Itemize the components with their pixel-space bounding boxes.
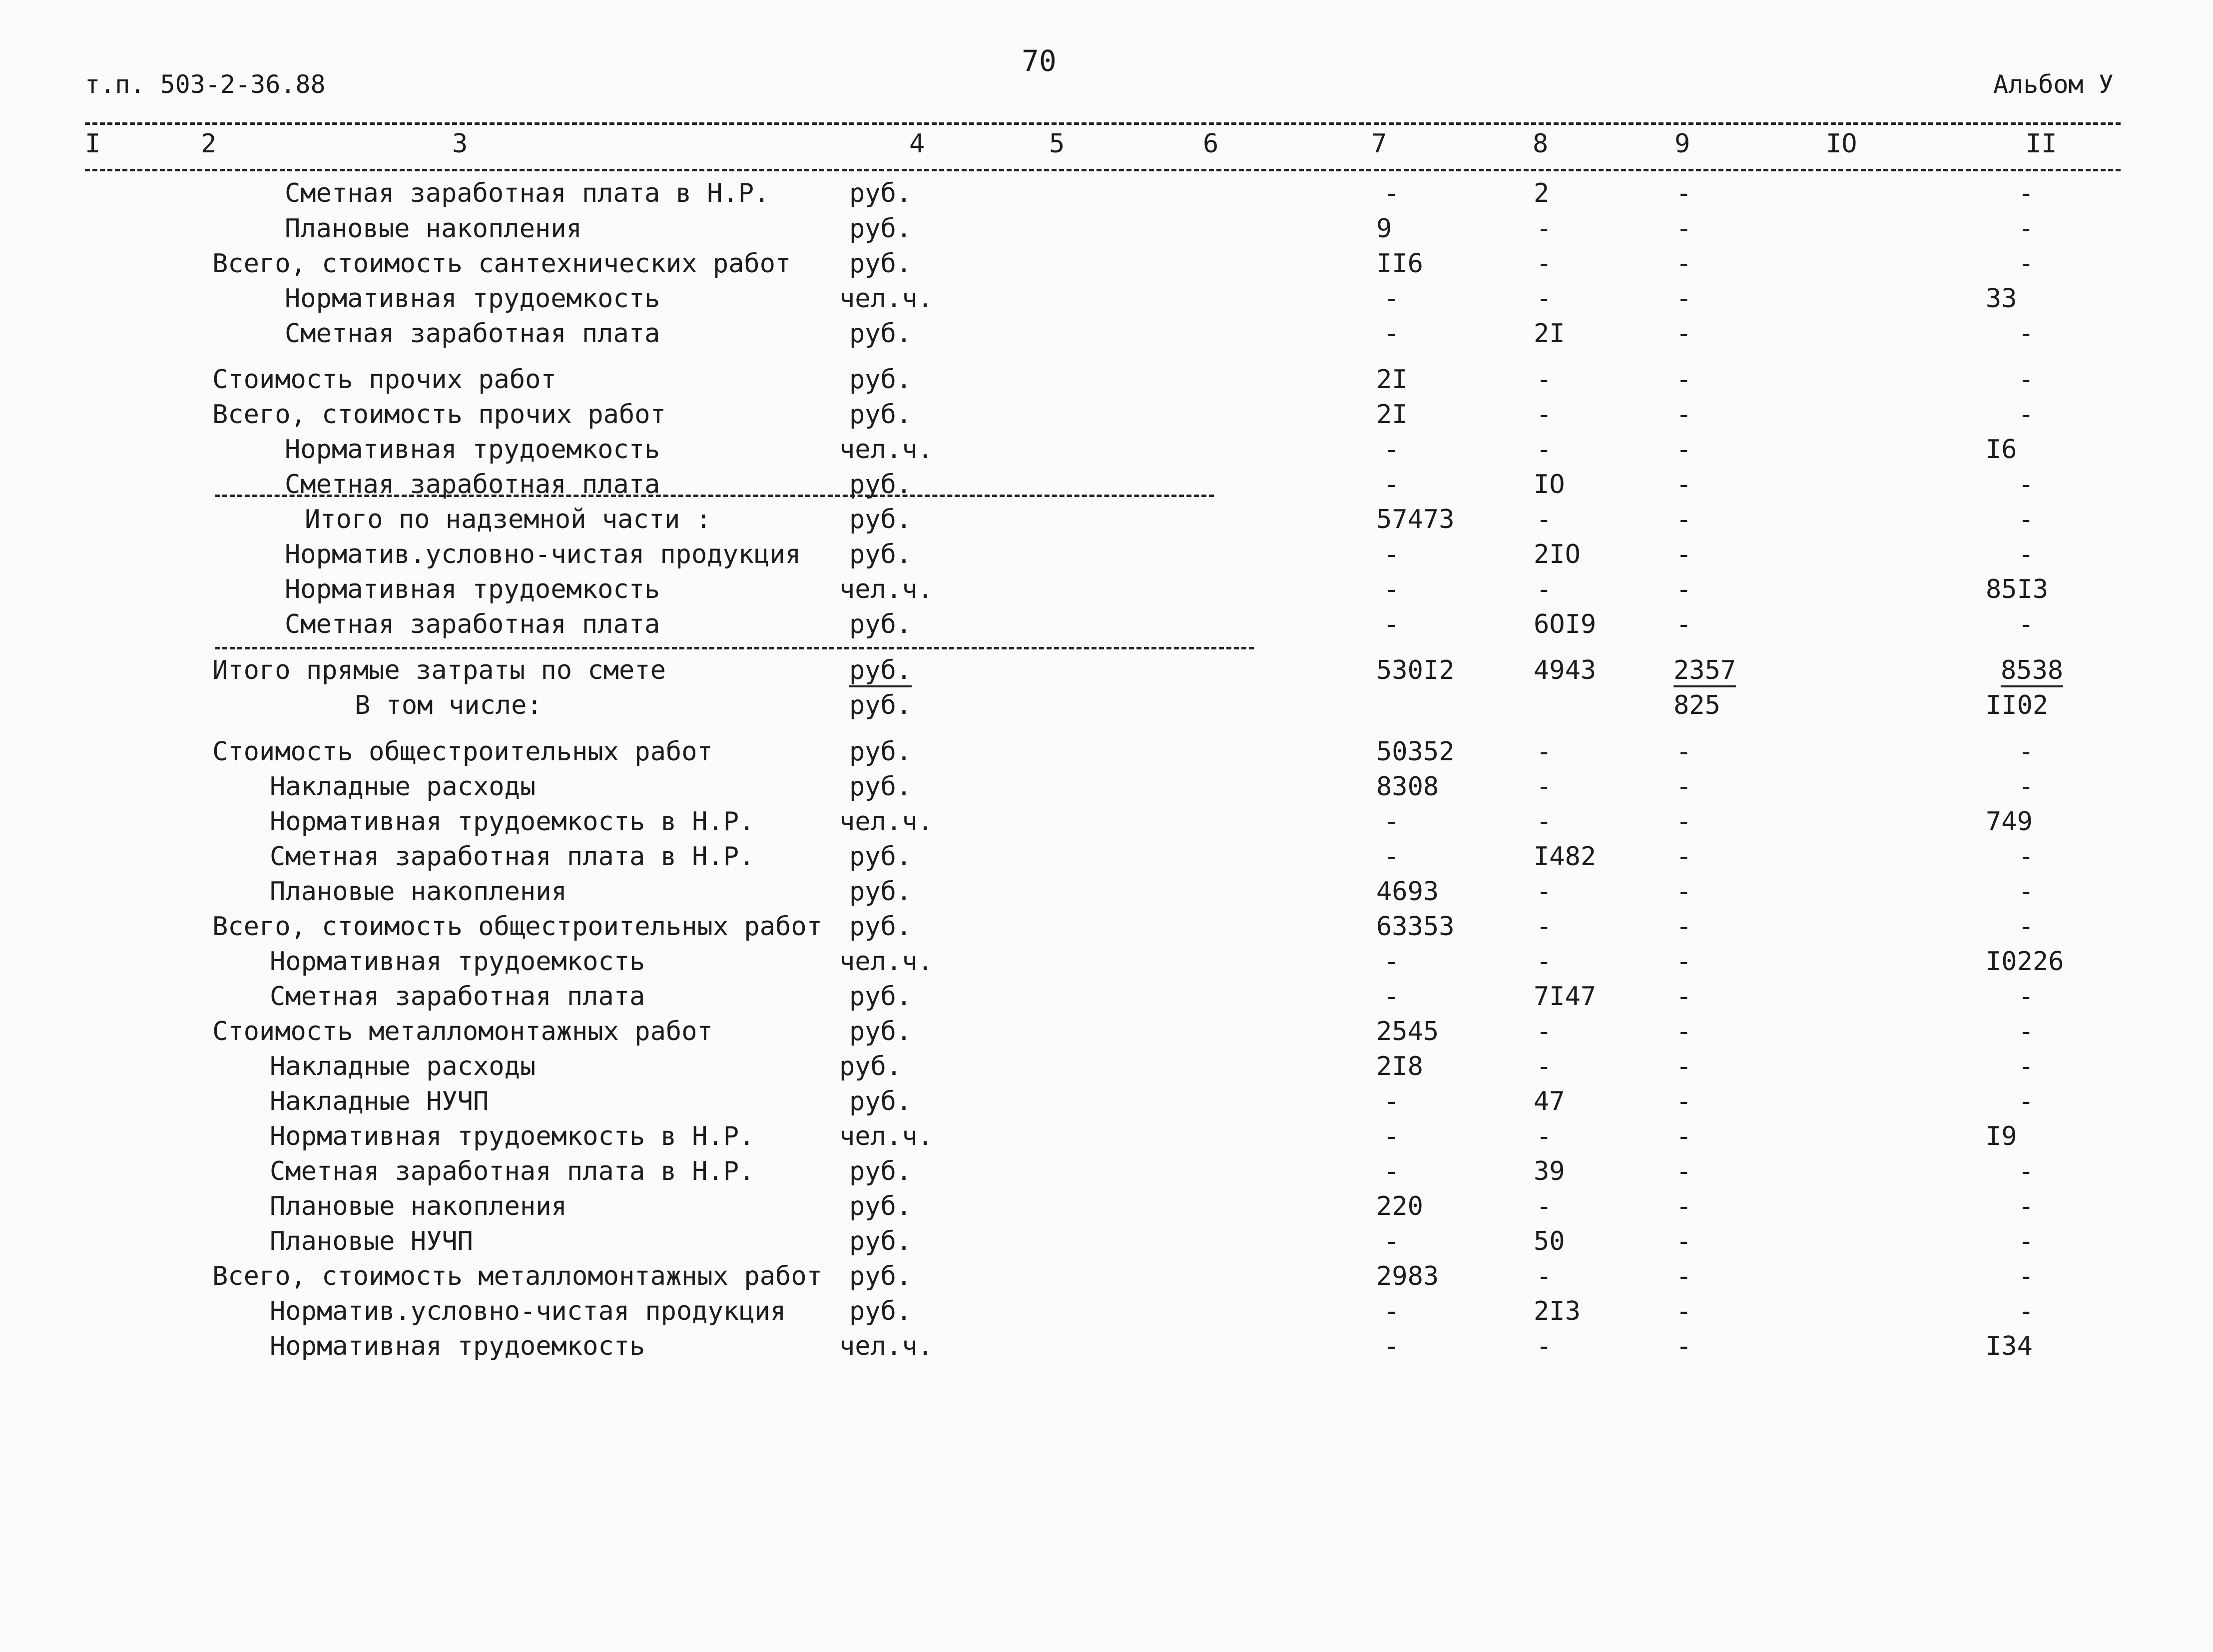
row-value-col9: -: [1676, 284, 1692, 314]
row-value-col7: 530I2: [1376, 655, 1455, 685]
row-value-col9: -: [1676, 1226, 1692, 1256]
row-unit: руб.: [849, 1261, 912, 1291]
header-top-rule: [85, 122, 2121, 125]
row-unit: руб.: [849, 1226, 912, 1256]
row-value-col8: -: [1536, 365, 1552, 395]
row-label: Сметная заработная плата: [270, 982, 645, 1012]
row-value-col7: 2I: [1376, 400, 1408, 430]
row-value-col9: -: [1676, 319, 1692, 349]
row-value-col8: -: [1536, 912, 1552, 942]
row-unit: чел.ч.: [839, 1121, 933, 1151]
row-value-col8: I482: [1534, 842, 1597, 872]
row-value-col8: 2I3: [1534, 1296, 1581, 1326]
row-value-col9: -: [1676, 365, 1692, 395]
row-value-col8: -: [1536, 807, 1552, 837]
row-value-col8: IO: [1534, 470, 1565, 500]
row-unit: руб.: [849, 737, 912, 767]
row-value-col7: 2983: [1376, 1261, 1439, 1291]
row-value-col8: -: [1536, 1017, 1552, 1047]
row-value-col9: -: [1676, 1191, 1692, 1221]
row-label: Всего, стоимость общестроительных работ: [212, 912, 822, 942]
row-unit: руб.: [849, 178, 912, 208]
row-value-col8: -: [1536, 877, 1552, 907]
row-value-col9: -: [1676, 912, 1692, 942]
row-value-col9: -: [1676, 400, 1692, 430]
row-value-col9: -: [1676, 1261, 1692, 1291]
column-number: II: [2026, 129, 2057, 159]
column-number: 4: [909, 129, 925, 159]
header-bottom-rule: [85, 169, 2121, 171]
row-value-col11: -: [2018, 1296, 2034, 1326]
row-value-col9: -: [1676, 470, 1692, 500]
column-number: 3: [452, 129, 468, 159]
row-unit: руб.: [849, 912, 912, 942]
row-unit: руб.: [839, 1052, 902, 1082]
row-unit: руб.: [849, 214, 912, 244]
row-value-col9: -: [1676, 1121, 1692, 1151]
row-label: Нормативная трудоемкость: [285, 284, 660, 314]
row-value-col9: -: [1676, 1331, 1692, 1361]
row-value-col7: -: [1384, 178, 1400, 208]
row-label: Плановые накопления: [285, 214, 582, 244]
row-value-col7: -: [1384, 1156, 1400, 1186]
row-label: Всего, стоимость сантехнических работ: [212, 249, 791, 279]
row-label: Нормативная трудоемкость: [270, 947, 645, 977]
row-unit: чел.ч.: [839, 574, 933, 604]
row-label: Нормативная трудоемкость: [285, 435, 660, 465]
row-unit: руб.: [849, 877, 912, 907]
row-value-col8: -: [1536, 737, 1552, 767]
row-value-col9: -: [1676, 1156, 1692, 1186]
row-label: Нормативная трудоемкость в Н.Р.: [270, 1121, 755, 1151]
row-unit: руб.: [849, 1087, 912, 1116]
row-value-col8: -: [1536, 400, 1552, 430]
row-value-col11: I9: [1986, 1121, 2017, 1151]
row-label: Сметная заработная плата в Н.Р.: [285, 178, 770, 208]
row-value-col7: -: [1384, 470, 1400, 500]
row-unit: руб.: [849, 1296, 912, 1326]
row-unit: чел.ч.: [839, 435, 933, 465]
page-number: 70: [1022, 44, 1057, 78]
row-label: Плановые накопления: [270, 877, 567, 907]
row-label: Всего, стоимость прочих работ: [212, 400, 666, 430]
row-value-col11: I6: [1986, 435, 2017, 465]
column-number: 7: [1371, 129, 1387, 159]
row-value-col7: -: [1384, 807, 1400, 837]
row-unit: чел.ч.: [839, 807, 933, 837]
album-label: Альбом У: [1993, 70, 2114, 99]
row-value-col7: -: [1384, 1087, 1400, 1116]
row-label: В том числе:: [355, 690, 543, 720]
row-value-col8: 2IO: [1534, 540, 1581, 569]
row-label: Плановые НУЧП: [270, 1226, 473, 1256]
row-value-col7: 63353: [1376, 912, 1455, 942]
column-number: 9: [1674, 129, 1690, 159]
row-value-col9: 2357: [1673, 655, 1736, 687]
row-value-col8: -: [1536, 284, 1552, 314]
row-unit: руб.: [849, 1017, 912, 1047]
row-unit: руб.: [849, 249, 912, 279]
row-value-col8: -: [1536, 435, 1552, 465]
row-value-col11: -: [2018, 178, 2034, 208]
row-value-col9: -: [1676, 772, 1692, 802]
row-value-col9: -: [1676, 807, 1692, 837]
row-value-col8: -: [1536, 1191, 1552, 1221]
row-value-col8: -: [1536, 1121, 1552, 1151]
row-value-col8: 2: [1534, 178, 1550, 208]
row-label: Нормативная трудоемкость: [270, 1331, 645, 1361]
row-value-col11: I34: [1986, 1331, 2033, 1361]
row-label: Стоимость прочих работ: [212, 365, 556, 395]
row-value-col7: -: [1384, 284, 1400, 314]
row-value-col11: -: [2018, 365, 2034, 395]
row-value-col9: 825: [1673, 690, 1720, 720]
row-value-col11: -: [2018, 737, 2034, 767]
row-value-col11: -: [2018, 982, 2034, 1012]
column-number: 8: [1533, 129, 1549, 159]
row-value-col9: -: [1676, 178, 1692, 208]
row-value-col8: -: [1536, 505, 1552, 535]
row-label: Нормативная трудоемкость в Н.Р.: [270, 807, 755, 837]
row-value-col11: -: [2018, 1052, 2034, 1082]
row-unit: руб.: [849, 655, 912, 687]
row-value-col8: 50: [1534, 1226, 1565, 1256]
row-value-col7: -: [1384, 1331, 1400, 1361]
row-value-col7: -: [1384, 609, 1400, 639]
row-value-col7: -: [1384, 842, 1400, 872]
row-label: Сметная заработная плата в Н.Р.: [270, 1156, 755, 1186]
row-unit: руб.: [849, 772, 912, 802]
column-number: 6: [1203, 129, 1219, 159]
row-unit: чел.ч.: [839, 947, 933, 977]
row-value-col7: II6: [1376, 249, 1423, 279]
row-value-col7: -: [1384, 435, 1400, 465]
row-value-col9: -: [1676, 877, 1692, 907]
row-label: Стоимость общестроительных работ: [212, 737, 713, 767]
row-value-col11: -: [2018, 319, 2034, 349]
row-value-col7: -: [1384, 540, 1400, 569]
row-unit: чел.ч.: [839, 284, 933, 314]
row-value-col9: -: [1676, 737, 1692, 767]
row-value-col7: -: [1384, 1296, 1400, 1326]
row-unit: руб.: [849, 982, 912, 1012]
row-value-col7: 4693: [1376, 877, 1439, 907]
column-number: IO: [1826, 129, 1857, 159]
row-unit: руб.: [849, 540, 912, 569]
row-value-col7: -: [1384, 982, 1400, 1012]
row-value-col8: -: [1536, 1261, 1552, 1291]
column-number: 2: [201, 129, 217, 159]
row-value-col11: 85I3: [1986, 574, 2049, 604]
row-value-col11: 8538: [2001, 655, 2063, 687]
row-value-col11: -: [2018, 540, 2034, 569]
row-label: Норматив.условно-чистая продукция: [270, 1296, 786, 1326]
row-unit: руб.: [849, 365, 912, 395]
row-value-col11: -: [2018, 505, 2034, 535]
row-value-col11: -: [2018, 249, 2034, 279]
row-value-col9: -: [1676, 214, 1692, 244]
row-value-col11: -: [2018, 772, 2034, 802]
row-value-col11: -: [2018, 1226, 2034, 1256]
section-separator: [215, 647, 1254, 649]
row-label: Сметная заработная плата: [285, 609, 660, 639]
row-value-col7: -: [1384, 947, 1400, 977]
row-value-col11: -: [2018, 400, 2034, 430]
row-value-col11: -: [2018, 1191, 2034, 1221]
row-value-col9: -: [1676, 435, 1692, 465]
row-value-col9: -: [1676, 982, 1692, 1012]
row-label: Сметная заработная плата: [285, 319, 660, 349]
row-value-col7: 2545: [1376, 1017, 1439, 1047]
row-label: Нормативная трудоемкость: [285, 574, 660, 604]
row-value-col7: -: [1384, 574, 1400, 604]
row-unit: руб.: [849, 1156, 912, 1186]
row-value-col9: -: [1676, 947, 1692, 977]
row-unit: руб.: [849, 400, 912, 430]
row-value-col11: -: [2018, 912, 2034, 942]
row-value-col7: -: [1384, 319, 1400, 349]
row-label: Сметная заработная плата в Н.Р.: [270, 842, 755, 872]
row-value-col11: -: [2018, 1156, 2034, 1186]
row-unit: чел.ч.: [839, 1331, 933, 1361]
row-label: Стоимость металломонтажных работ: [212, 1017, 713, 1047]
row-value-col8: -: [1536, 214, 1552, 244]
row-value-col11: -: [2018, 470, 2034, 500]
row-value-col11: -: [2018, 842, 2034, 872]
row-value-col7: 9: [1376, 214, 1392, 244]
row-value-col8: -: [1536, 574, 1552, 604]
row-unit: руб.: [849, 505, 912, 535]
row-label: Сметная заработная плата: [285, 470, 660, 500]
row-unit: руб.: [849, 470, 912, 500]
row-value-col9: -: [1676, 1052, 1692, 1082]
row-value-col8: 47: [1534, 1087, 1565, 1116]
row-unit: руб.: [849, 690, 912, 720]
document-code: т.п. 503-2-36.88: [85, 70, 326, 99]
column-number: I: [85, 129, 101, 159]
row-label: Плановые накопления: [270, 1191, 567, 1221]
row-unit: руб.: [849, 609, 912, 639]
row-value-col8: 6OI9: [1534, 609, 1597, 639]
row-value-col9: -: [1676, 1017, 1692, 1047]
row-value-col7: 8308: [1376, 772, 1439, 802]
row-value-col9: -: [1676, 1087, 1692, 1116]
row-value-col11: -: [2018, 1017, 2034, 1047]
row-value-col8: -: [1536, 947, 1552, 977]
row-label: Итого по надземной части :: [305, 505, 711, 535]
row-label: Накладные расходы: [270, 1052, 536, 1082]
column-number: 5: [1049, 129, 1065, 159]
row-unit: руб.: [849, 1191, 912, 1221]
row-label: Итого прямые затраты по смете: [212, 655, 666, 685]
row-value-col7: 220: [1376, 1191, 1423, 1221]
row-value-col11: I0226: [1986, 947, 2064, 977]
row-value-col11: -: [2018, 214, 2034, 244]
row-value-col8: 39: [1534, 1156, 1565, 1186]
row-value-col11: -: [2018, 877, 2034, 907]
row-value-col11: -: [2018, 1261, 2034, 1291]
row-value-col9: -: [1676, 842, 1692, 872]
row-value-col8: 7I47: [1534, 982, 1597, 1012]
row-unit: руб.: [849, 319, 912, 349]
row-value-col8: 4943: [1534, 655, 1597, 685]
row-value-col7: -: [1384, 1226, 1400, 1256]
row-value-col9: -: [1676, 574, 1692, 604]
section-separator: [215, 495, 1214, 497]
row-label: Накладные расходы: [270, 772, 536, 802]
row-value-col7: 57473: [1376, 505, 1455, 535]
row-value-col8: 2I: [1534, 319, 1565, 349]
row-value-col9: -: [1676, 249, 1692, 279]
row-value-col7: -: [1384, 1121, 1400, 1151]
row-unit: руб.: [849, 842, 912, 872]
row-label: Всего, стоимость металломонтажных работ: [212, 1261, 822, 1291]
row-value-col7: 2I8: [1376, 1052, 1423, 1082]
row-value-col8: -: [1536, 1052, 1552, 1082]
row-value-col9: -: [1676, 540, 1692, 569]
row-value-col11: -: [2018, 609, 2034, 639]
row-value-col9: -: [1676, 609, 1692, 639]
row-value-col9: -: [1676, 505, 1692, 535]
row-value-col9: -: [1676, 1296, 1692, 1326]
row-value-col7: 2I: [1376, 365, 1408, 395]
row-value-col8: -: [1536, 1331, 1552, 1361]
row-value-col8: -: [1536, 772, 1552, 802]
row-value-col11: 749: [1986, 807, 2033, 837]
row-label: Норматив.условно-чистая продукция: [285, 540, 801, 569]
row-value-col11: -: [2018, 1087, 2034, 1116]
row-value-col8: -: [1536, 249, 1552, 279]
row-value-col7: 50352: [1376, 737, 1455, 767]
row-value-col11: 33: [1986, 284, 2017, 314]
row-label: Накладные НУЧП: [270, 1087, 489, 1116]
row-value-col11: II02: [1986, 690, 2049, 720]
